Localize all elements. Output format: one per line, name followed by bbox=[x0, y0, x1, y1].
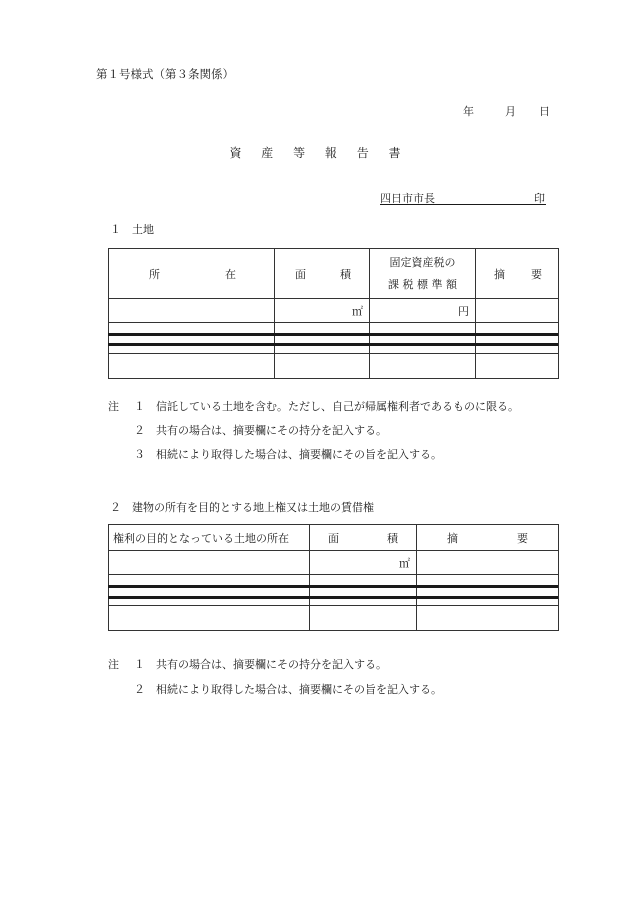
date-year: 年 bbox=[463, 105, 474, 118]
area-unit: ㎡ bbox=[399, 556, 410, 570]
date-line bbox=[463, 103, 550, 119]
note-item bbox=[108, 656, 387, 672]
date-month: 月 bbox=[505, 105, 516, 118]
col-area-char1: 面 bbox=[295, 267, 306, 281]
section1-heading: １ 土地 bbox=[110, 223, 154, 236]
col-tax-line2: 課 税 標 準 額 bbox=[388, 277, 457, 291]
col-area-char2: 積 bbox=[387, 531, 398, 545]
col-right-location bbox=[109, 525, 310, 551]
section2-heading: ２ 建物の所有を目的とする地上権又は土地の賃借権 bbox=[110, 501, 374, 514]
area-cell[interactable] bbox=[310, 551, 417, 575]
area-cell[interactable] bbox=[310, 587, 417, 597]
table-break-line bbox=[108, 333, 558, 336]
area-unit: ㎡ bbox=[352, 304, 363, 318]
col-remarks-char2: 要 bbox=[517, 531, 528, 545]
table-row bbox=[109, 606, 559, 631]
col-remarks-char2: 要 bbox=[531, 267, 542, 281]
note-number: ３ bbox=[134, 448, 145, 461]
tax-unit: 円 bbox=[458, 304, 469, 318]
remarks-cell[interactable] bbox=[476, 299, 559, 323]
col-right-location-label: 権利の目的となっている土地の所在 bbox=[113, 531, 289, 545]
seal-mark: 印 bbox=[534, 192, 545, 205]
note-text: 信託している土地を含む。ただし、自己が帰属権利者であるものに限る。 bbox=[156, 400, 519, 413]
location-cell[interactable] bbox=[109, 299, 275, 323]
location-cell[interactable] bbox=[109, 587, 310, 597]
note-item bbox=[108, 446, 442, 462]
col-remarks bbox=[417, 525, 559, 551]
table-row bbox=[109, 551, 559, 575]
note-text: 共有の場合は、摘要欄にその持分を記入する。 bbox=[156, 424, 387, 437]
remarks-cell[interactable] bbox=[417, 606, 559, 631]
note-number: １ bbox=[134, 400, 145, 413]
area-cell[interactable] bbox=[275, 354, 370, 379]
area-cell[interactable] bbox=[275, 299, 370, 323]
col-remarks-char1: 摘 bbox=[447, 531, 458, 545]
note-label: 注 bbox=[108, 658, 119, 671]
addressee-line bbox=[380, 190, 546, 205]
note-text: 共有の場合は、摘要欄にその持分を記入する。 bbox=[156, 658, 387, 671]
tax-cell[interactable] bbox=[370, 299, 476, 323]
date-day: 日 bbox=[539, 105, 550, 118]
table-row bbox=[109, 354, 559, 379]
table-break-line bbox=[108, 343, 558, 346]
location-cell[interactable] bbox=[109, 354, 275, 379]
note-number: １ bbox=[134, 658, 145, 671]
remarks-cell[interactable] bbox=[417, 551, 559, 575]
col-area-char2: 積 bbox=[340, 267, 351, 281]
note-number: ２ bbox=[134, 424, 145, 437]
leasehold-header-row bbox=[109, 525, 559, 551]
note-number: ２ bbox=[134, 683, 145, 696]
leasehold-table bbox=[108, 524, 559, 631]
note-text: 相続により取得した場合は、摘要欄にその旨を記入する。 bbox=[156, 448, 442, 461]
table-row bbox=[109, 587, 559, 597]
note-item bbox=[108, 422, 387, 438]
col-location-char2: 在 bbox=[225, 267, 236, 281]
land-table bbox=[108, 248, 559, 379]
document-title: 資 産 等 報 告 書 bbox=[229, 146, 409, 160]
note-label: 注 bbox=[108, 400, 119, 413]
note-text: 相続により取得した場合は、摘要欄にその旨を記入する。 bbox=[156, 683, 442, 696]
land-header-row bbox=[109, 249, 559, 299]
table-break-line bbox=[108, 596, 558, 599]
col-location-char1: 所 bbox=[149, 267, 160, 281]
remarks-cell[interactable] bbox=[476, 354, 559, 379]
col-area-char1: 面 bbox=[328, 531, 339, 545]
tax-cell[interactable] bbox=[370, 354, 476, 379]
col-tax-line1: 固定資産税の bbox=[389, 255, 456, 269]
table-row bbox=[109, 299, 559, 323]
table-break-line bbox=[108, 585, 558, 588]
form-number: 第１号様式（第３条関係） bbox=[96, 67, 234, 81]
note-item bbox=[108, 681, 442, 697]
col-remarks-char1: 摘 bbox=[494, 267, 505, 281]
col-area bbox=[275, 249, 370, 299]
remarks-cell[interactable] bbox=[417, 587, 559, 597]
location-cell[interactable] bbox=[109, 606, 310, 631]
col-location bbox=[109, 249, 275, 299]
area-cell[interactable] bbox=[310, 606, 417, 631]
note-item bbox=[108, 398, 519, 414]
col-remarks bbox=[476, 249, 559, 299]
col-tax-base bbox=[370, 249, 476, 299]
location-cell[interactable] bbox=[109, 551, 310, 575]
col-area bbox=[310, 525, 417, 551]
addressee: 四日市市長 bbox=[380, 192, 435, 205]
